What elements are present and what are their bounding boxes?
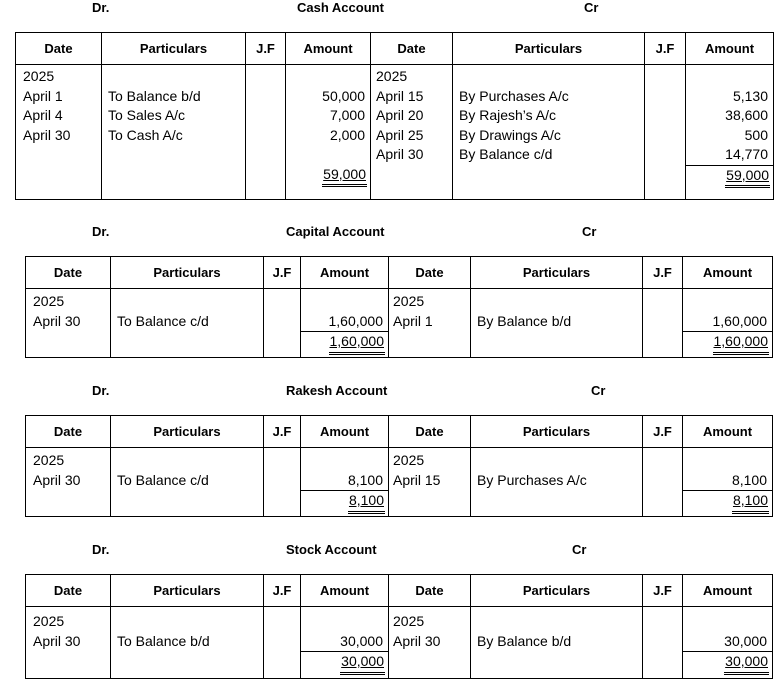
col-date-cr: Date [389, 257, 471, 289]
debit-amount: 7,000 [329, 107, 365, 123]
col-jf-cr: J.F [643, 575, 683, 607]
debit-date: April 1 [23, 87, 63, 104]
credit-total: 1,60,000 [713, 332, 770, 355]
debit-year: 2025 [33, 613, 65, 629]
credit-amount: 500 [744, 126, 768, 143]
credit-amounts [683, 289, 773, 358]
debit-particulars [111, 448, 264, 517]
credit-amount: 8,100 [683, 471, 772, 492]
credit-jf [645, 65, 686, 200]
dr-label: Dr. [92, 383, 110, 398]
credit-particulars [471, 607, 643, 679]
cr-label: Cr [591, 383, 606, 398]
dr-label: Dr. [92, 224, 110, 239]
col-date-dr: Date [26, 257, 111, 289]
stock-account-ledger [25, 542, 772, 682]
debit-amounts [286, 65, 371, 200]
credit-date: April 15 [393, 471, 441, 488]
dr-label: Dr. [92, 542, 110, 557]
debit-dates [26, 289, 111, 358]
entries-row [26, 607, 773, 679]
entries-row [16, 65, 774, 200]
debit-dates [16, 65, 102, 200]
ledger-table [15, 32, 774, 200]
credit-amounts [683, 607, 773, 679]
col-amount-cr: Amount [683, 416, 773, 448]
credit-year: 2025 [376, 68, 408, 84]
col-date-cr: Date [371, 33, 453, 65]
credit-particular: By Drawings A/c [459, 126, 561, 143]
ledger-table [25, 415, 773, 517]
col-date-dr: Date [16, 33, 102, 65]
credit-amount: 14,770 [686, 145, 773, 166]
debit-total: 1,60,000 [329, 332, 386, 355]
debit-particular: To Cash A/c [108, 126, 183, 143]
rakesh-account-ledger [25, 383, 772, 519]
col-particulars-cr: Particulars [471, 416, 643, 448]
debit-date: April 4 [23, 107, 63, 123]
col-amount-dr: Amount [301, 575, 389, 607]
debit-year: 2025 [33, 293, 65, 309]
credit-total: 8,100 [732, 491, 769, 514]
credit-amount: 5,130 [732, 87, 768, 104]
ledger-title: Cash Account [297, 0, 384, 15]
dr-label: Dr. [92, 0, 110, 15]
credit-amounts [686, 65, 774, 200]
ledger-heading [25, 383, 772, 403]
credit-year: 2025 [393, 293, 425, 309]
capital-account-ledger [25, 224, 772, 360]
credit-total: 30,000 [724, 652, 769, 675]
debit-amount: 1,60,000 [301, 312, 388, 333]
col-date-cr: Date [389, 416, 471, 448]
debit-date: April 30 [33, 632, 81, 649]
debit-amounts [301, 448, 389, 517]
credit-year: 2025 [393, 613, 425, 629]
credit-date: April 20 [376, 107, 424, 123]
debit-total: 30,000 [340, 652, 385, 675]
col-jf-dr: J.F [246, 33, 286, 65]
credit-amounts [683, 448, 773, 517]
cr-label: Cr [572, 542, 587, 557]
credit-particular: By Purchases A/c [477, 471, 587, 488]
debit-date: April 30 [23, 126, 71, 143]
header-row [26, 575, 773, 607]
credit-particular: By Balance b/d [477, 312, 572, 329]
debit-amount: 2,000 [329, 126, 365, 143]
header-row [16, 33, 774, 65]
credit-date: April 30 [376, 146, 424, 162]
debit-particular: To Balance c/d [117, 471, 209, 488]
credit-particular: By Balance c/d [459, 146, 553, 162]
debit-jf [264, 289, 301, 358]
debit-amounts [301, 289, 389, 358]
ledger-heading [25, 224, 772, 244]
col-amount-dr: Amount [301, 416, 389, 448]
credit-dates [371, 65, 453, 200]
debit-dates [26, 607, 111, 679]
debit-particular: To Sales A/c [108, 107, 186, 123]
col-amount-cr: Amount [683, 575, 773, 607]
debit-total: 59,000 [322, 165, 367, 188]
ledger-heading [25, 542, 772, 562]
debit-particulars [102, 65, 246, 200]
credit-jf [643, 448, 683, 517]
debit-total: 8,100 [348, 491, 385, 514]
debit-jf [264, 448, 301, 517]
ledger-table [25, 256, 773, 358]
header-row [26, 257, 773, 289]
col-amount-dr: Amount [301, 257, 389, 289]
credit-particular: By Purchases A/c [459, 87, 569, 104]
debit-amounts [301, 607, 389, 679]
credit-particular: By Rajesh’s A/c [459, 107, 557, 123]
col-particulars-dr: Particulars [111, 257, 264, 289]
credit-particulars [471, 289, 643, 358]
col-jf-cr: J.F [643, 257, 683, 289]
debit-date: April 30 [33, 471, 81, 488]
debit-amount: 30,000 [301, 632, 388, 653]
ledger-heading [15, 0, 773, 20]
col-particulars-dr: Particulars [102, 33, 246, 65]
col-particulars-dr: Particulars [111, 575, 264, 607]
col-jf-cr: J.F [643, 416, 683, 448]
debit-particular: To Balance c/d [117, 312, 209, 329]
debit-jf [246, 65, 286, 200]
credit-dates [389, 289, 471, 358]
debit-particular: To Balance b/d [117, 632, 210, 649]
debit-year: 2025 [23, 68, 55, 84]
entries-row [26, 448, 773, 517]
credit-year: 2025 [393, 452, 425, 468]
credit-date: April 15 [376, 87, 424, 104]
col-jf-dr: J.F [264, 416, 301, 448]
cash-account-ledger [15, 0, 773, 200]
col-particulars-cr: Particulars [471, 575, 643, 607]
col-particulars-cr: Particulars [471, 257, 643, 289]
credit-amount: 30,000 [683, 632, 772, 653]
entries-row [26, 289, 773, 358]
credit-dates [389, 607, 471, 679]
cr-label: Cr [582, 224, 597, 239]
credit-particulars [453, 65, 645, 200]
debit-particulars [111, 607, 264, 679]
credit-jf [643, 607, 683, 679]
debit-amount: 50,000 [322, 87, 365, 104]
col-date-cr: Date [389, 575, 471, 607]
header-row [26, 416, 773, 448]
col-jf-dr: J.F [264, 257, 301, 289]
credit-dates [389, 448, 471, 517]
credit-date: April 25 [376, 126, 424, 143]
col-amount-dr: Amount [286, 33, 371, 65]
ledger-title: Rakesh Account [286, 383, 388, 398]
credit-total: 59,000 [725, 166, 770, 189]
col-particulars-cr: Particulars [453, 33, 645, 65]
ledger-table [25, 574, 773, 679]
debit-dates [26, 448, 111, 517]
ledger-title: Capital Account [286, 224, 385, 239]
credit-amount: 1,60,000 [683, 312, 772, 333]
debit-particulars [111, 289, 264, 358]
cr-label: Cr [584, 0, 599, 15]
col-date-dr: Date [26, 416, 111, 448]
col-jf-cr: J.F [645, 33, 686, 65]
debit-year: 2025 [33, 452, 65, 468]
debit-jf [264, 607, 301, 679]
col-amount-cr: Amount [683, 257, 773, 289]
debit-particular: To Balance b/d [108, 87, 201, 104]
col-particulars-dr: Particulars [111, 416, 264, 448]
credit-particulars [471, 448, 643, 517]
debit-amount: 8,100 [301, 471, 388, 492]
credit-date: April 30 [393, 632, 441, 649]
credit-jf [643, 289, 683, 358]
credit-date: April 1 [393, 312, 433, 329]
ledger-title: Stock Account [286, 542, 377, 557]
credit-particular: By Balance b/d [477, 632, 572, 649]
col-jf-dr: J.F [264, 575, 301, 607]
col-amount-cr: Amount [686, 33, 774, 65]
debit-date: April 30 [33, 312, 81, 329]
credit-amount: 38,600 [725, 107, 768, 123]
col-date-dr: Date [26, 575, 111, 607]
